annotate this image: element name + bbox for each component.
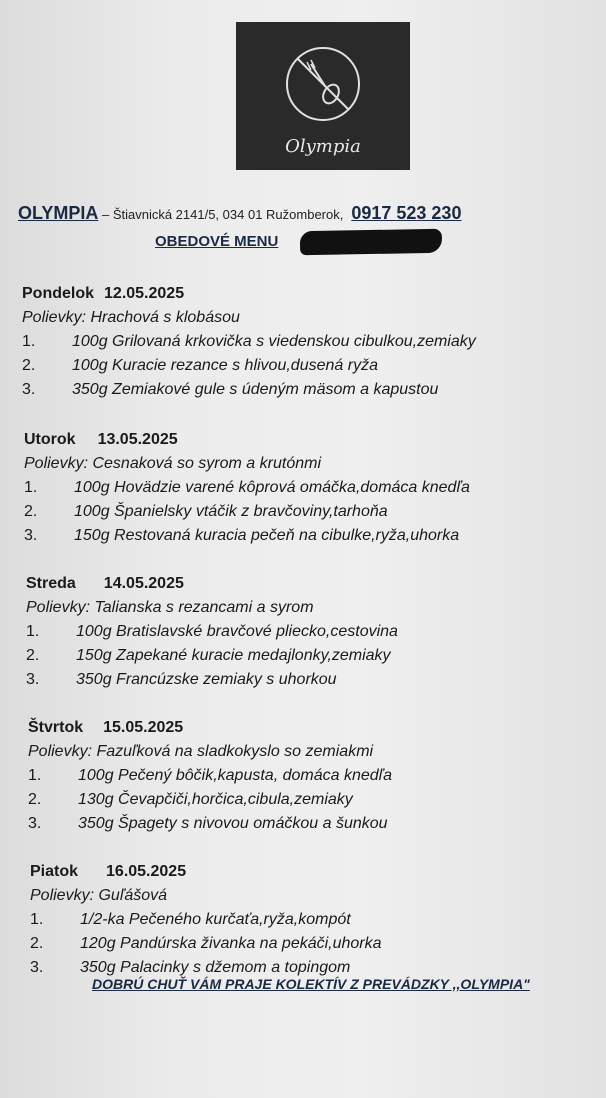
day-date: 13.05.2025 [97, 431, 178, 448]
menu-item: 3. 350g Špagety s nivovou omáčkou a šunkou [28, 815, 388, 832]
menu-item: 3. 350g Francúzske zemiaky s uhorkou [26, 671, 337, 688]
day-name: Utorok [24, 431, 76, 448]
day-date: 15.05.2025 [103, 719, 184, 736]
day-block-wednesday [26, 572, 398, 692]
soup-line: Polievky: Talianska s rezancami a syrom [26, 599, 314, 616]
menu-item: 2. 150g Zapekané kuracie medajlonky,zemiaky [26, 647, 391, 664]
menu-item: 3. 350g Zemiakové gule s údeným mäsom a kapustou [22, 381, 439, 398]
day-date: 16.05.2025 [106, 863, 187, 880]
footer-greeting: DOBRÚ CHUŤ VÁM PRAJE KOLEKTÍV Z PREVÁDZKY ,,OLYMPIA" [92, 976, 530, 992]
day-block-friday [30, 860, 382, 980]
header-line [18, 203, 461, 224]
day-title [30, 860, 382, 884]
day-date: 14.05.2025 [103, 575, 184, 592]
menu-item: 2. 120g Pandúrska živanka na pekáči,uhorka [30, 935, 382, 952]
soup-line: Polievky: Guľášová [30, 887, 168, 904]
soup-line: Polievky: Fazuľková na sladkokyslo so zemiakmi [28, 743, 374, 760]
logo-text: Olympia [285, 136, 361, 157]
menu-item: 2. 130g Čevapčiči,horčica,cibula,zemiaky [28, 791, 353, 808]
day-block-thursday [28, 716, 392, 836]
menu-item: 3. 150g Restovaná kuracia pečeň na cibulke,ryža,uhorka [24, 527, 460, 544]
soup-line: Polievky: Cesnaková so syrom a krutónmi [24, 455, 321, 472]
menu-item: 2. 100g Španielsky vtáčik z bravčoviny,tarhoňa [24, 503, 388, 520]
menu-item: 1. 1/2-ka Pečeného kurčaťa,ryža,kompót [30, 911, 351, 928]
menu-item: 1. 100g Bratislavské bravčové pliecko,cestovina [26, 623, 398, 640]
brand-name: OLYMPIA [18, 203, 99, 223]
day-title [24, 428, 470, 452]
redaction-mark [300, 229, 442, 255]
menu-item: 1. 100g Pečený bôčik,kapusta, domáca knedľa [28, 767, 393, 784]
menu-title: OBEDOVÉ MENU [155, 233, 279, 250]
phone-number: 0917 523 230 [351, 203, 462, 223]
menu-item: 2. 100g Kuracie rezance s hlivou,dusená ryža [22, 357, 378, 374]
day-title [22, 282, 476, 306]
day-name: Piatok [30, 863, 79, 880]
soup-line: Polievky: Hrachová s klobásou [22, 309, 240, 326]
day-title [26, 572, 398, 596]
menu-item: 1. 100g Grilovaná krkovička s viedenskou cibulkou,zemiaky [22, 333, 476, 350]
day-date: 12.05.2025 [104, 285, 185, 302]
menu-item: 3. 350g Palacinky s džemom a topingom [30, 959, 351, 976]
day-name: Štvrtok [28, 719, 84, 736]
address: – Štiavnická 2141/5, 034 01 Ružomberok, [98, 207, 344, 222]
day-title [28, 716, 392, 740]
day-block-monday [22, 282, 476, 402]
menu-item: 1. 100g Hovädzie varené kôprová omáčka,domáca knedľa [24, 479, 470, 496]
day-name: Pondelok [22, 285, 95, 302]
restaurant-logo [236, 22, 410, 170]
day-name: Streda [26, 575, 76, 592]
fork-spoon-icon [281, 42, 365, 126]
day-block-tuesday [24, 428, 470, 548]
